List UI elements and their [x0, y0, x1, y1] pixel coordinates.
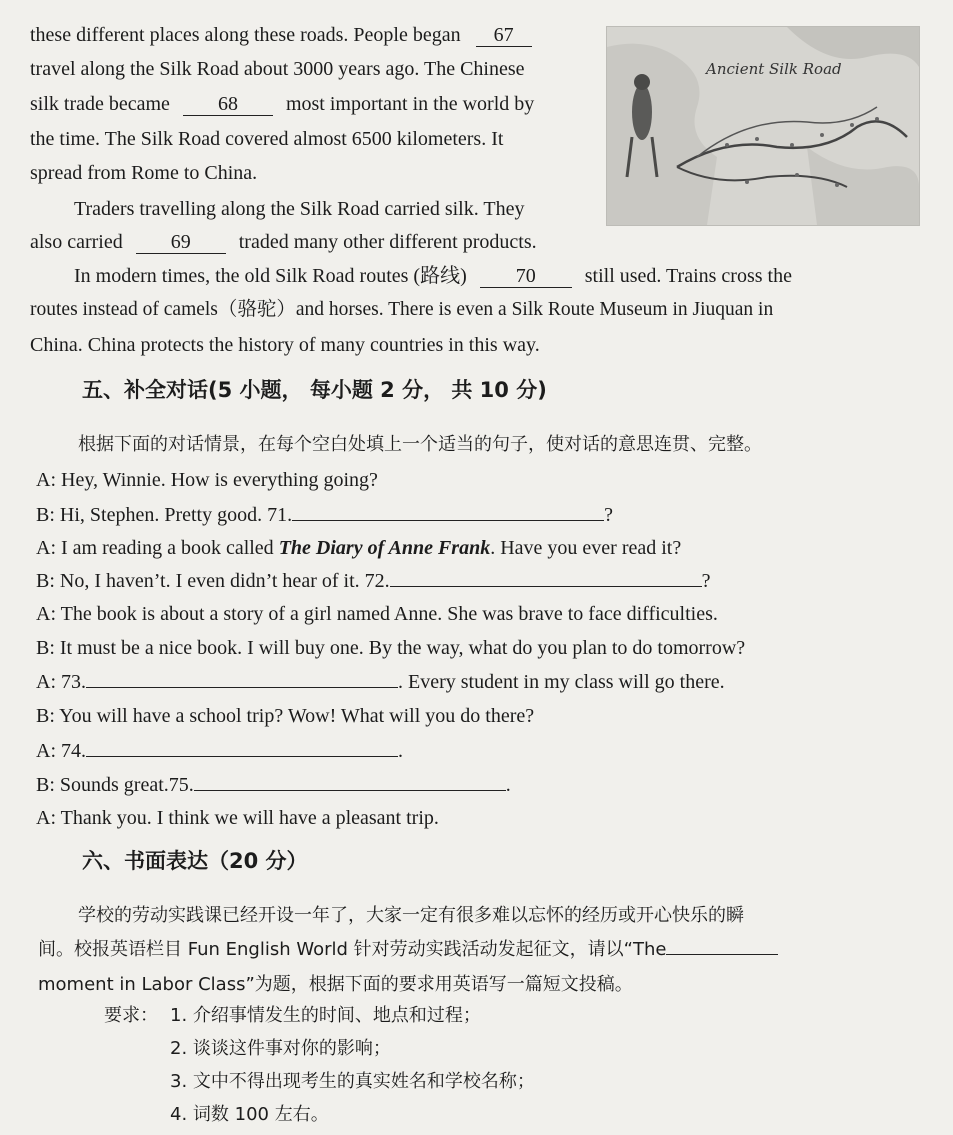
- requirements-label: 要求：: [104, 1005, 158, 1026]
- requirement-1: 1. 介绍事情发生的时间、地点和过程；: [170, 1005, 481, 1026]
- section6-heading: 六、书面表达（20 分）: [82, 849, 308, 873]
- dialogue-line-10: [36, 772, 511, 798]
- map-title: Ancient Silk Road: [706, 60, 842, 78]
- answer-blank-71[interactable]: [292, 520, 604, 521]
- dialogue-text: . Every student in my class will go there.: [398, 671, 725, 693]
- blank-67: [476, 24, 532, 47]
- passage-line-7: [30, 229, 537, 255]
- requirement-4: 4. 词数 100 左右。: [170, 1104, 329, 1125]
- requirement-3: 3. 文中不得出现考生的真实姓名和学校名称；: [170, 1071, 535, 1092]
- dialogue-punct: ?: [701, 570, 711, 592]
- passage-line-1: [30, 22, 532, 48]
- requirement-2: 2. 谈谈这件事对你的影响；: [170, 1038, 391, 1059]
- passage-line-9: routes instead of camels（骆驼）and horses. There is even a Silk Route Museum in Jiuquan in: [30, 299, 774, 320]
- blank-69: [136, 231, 226, 254]
- passage-text: most important in the world by: [285, 93, 535, 115]
- blank-68: [183, 93, 273, 116]
- dialogue-text: A: 73.: [36, 671, 86, 693]
- dialogue-text: . Have you ever read it?: [490, 537, 682, 559]
- dialogue-line-7: [36, 669, 725, 695]
- dialogue-text: B: Sounds great.75.: [36, 774, 194, 796]
- dialogue-line-1: A: Hey, Winnie. How is everything going?: [36, 469, 378, 491]
- dialogue-punct: .: [398, 740, 403, 762]
- section5-instruction: 根据下面的对话情景，在每个空白处填上一个适当的句子，使对话的意思连贯、完整。: [78, 434, 762, 455]
- silk-road-map: [606, 26, 920, 226]
- passage-text: traded many other different products.: [238, 231, 537, 253]
- dialogue-line-5: A: The book is about a story of a girl named Anne. She was brave to face difficulties.: [36, 603, 718, 625]
- section6-para-line-1: 学校的劳动实践课已经开设一年了，大家一定有很多难以忘怀的经历或开心快乐的瞬: [78, 905, 744, 926]
- passage-text: silk trade became: [30, 93, 170, 115]
- title-blank[interactable]: [666, 954, 778, 955]
- section5-heading: 五、补全对话(5 小题， 每小题 2 分， 共 10 分): [82, 378, 547, 402]
- dialogue-text: B: Hi, Stephen. Pretty good. 71.: [36, 504, 293, 526]
- answer-blank-75[interactable]: [194, 790, 506, 791]
- blank-number: 67: [493, 24, 514, 46]
- passage-line-6: Traders travelling along the Silk Road carried silk. They: [74, 198, 525, 220]
- passage-line-4: the time. The Silk Road covered almost 6500 kilometers. It: [30, 128, 504, 150]
- answer-blank-74[interactable]: [86, 756, 398, 757]
- passage-line-3: [30, 91, 534, 117]
- passage-line-2: travel along the Silk Road about 3000 years ago. The Chinese: [30, 58, 525, 80]
- passage-text: still used. Trains cross the: [584, 265, 792, 287]
- passage-text: also carried: [30, 231, 123, 253]
- dialogue-line-8: B: You will have a school trip? Wow! What will you do there?: [36, 705, 535, 727]
- dialogue-line-3: [36, 535, 681, 561]
- passage-text: In modern times, the old Silk Road routes (路线): [74, 265, 467, 287]
- dialogue-line-9: [36, 738, 403, 764]
- passage-line-8: [74, 263, 792, 289]
- dialogue-punct: ?: [604, 504, 613, 526]
- book-title: The Diary of Anne Frank: [278, 537, 491, 559]
- answer-blank-73[interactable]: [86, 687, 398, 688]
- section6-para-line-3: moment in Labor Class”为题，根据下面的要求用英语写一篇短文投稿。: [38, 974, 633, 995]
- dialogue-punct: .: [505, 774, 511, 796]
- blank-number: 69: [170, 231, 191, 253]
- passage-line-10: China. China protects the history of many countries in this way.: [30, 334, 540, 356]
- passage-text: these different places along these roads. People began: [30, 24, 461, 46]
- dialogue-text: A: I am reading a book called: [36, 537, 279, 559]
- blank-70: [480, 265, 572, 288]
- map-illustration: [607, 27, 919, 225]
- dialogue-text: A: 74.: [36, 740, 86, 762]
- dialogue-text: B: No, I haven’t. I even didn’t hear of it. 72.: [36, 570, 390, 592]
- passage-line-5: spread from Rome to China.: [30, 162, 258, 184]
- dialogue-line-2: [36, 502, 613, 528]
- blank-number: 70: [515, 265, 536, 287]
- dialogue-line-6: B: It must be a nice book. I will buy one. By the way, what do you plan to do tomorrow?: [36, 637, 746, 659]
- section6-para-line-2: [38, 937, 778, 963]
- prompt-text: 间。校报英语栏目 Fun English World 针对劳动实践活动发起征文，请以“The: [38, 939, 667, 960]
- blank-number: 68: [217, 93, 238, 115]
- answer-blank-72[interactable]: [390, 586, 702, 587]
- dialogue-line-4: [36, 568, 711, 594]
- dialogue-line-11: A: Thank you. I think we will have a pleasant trip.: [36, 807, 439, 829]
